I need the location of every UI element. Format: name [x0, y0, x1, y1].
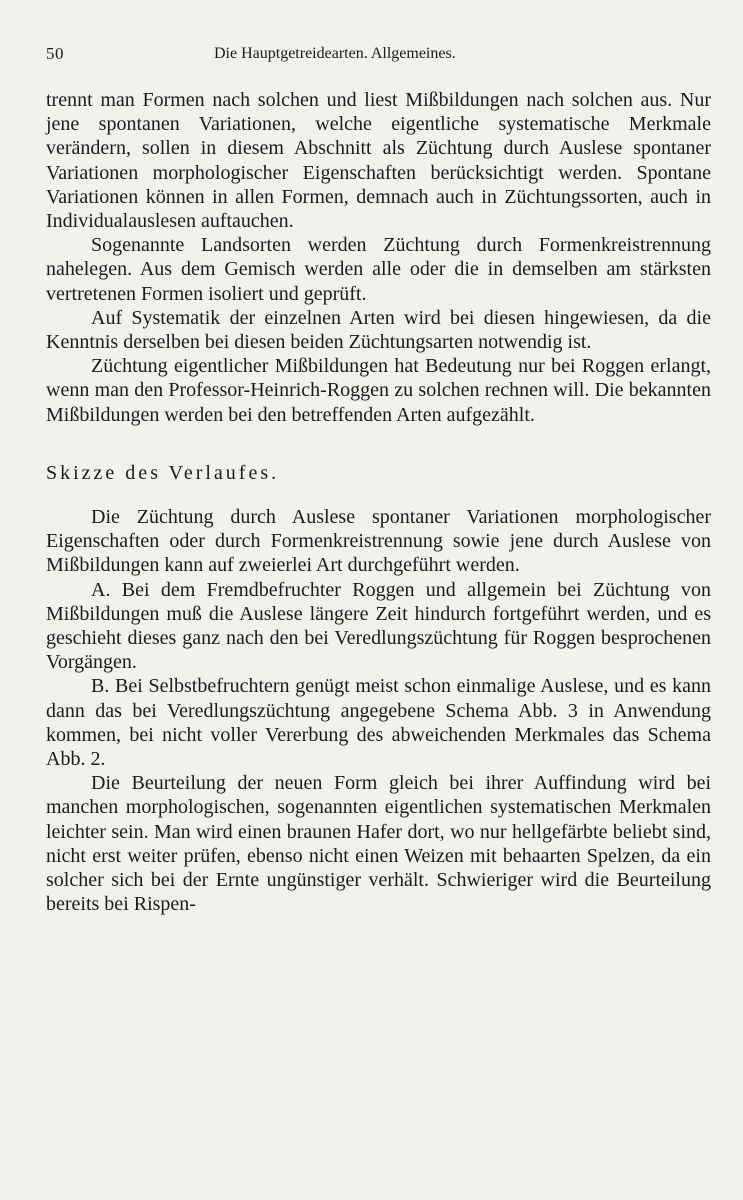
paragraph: A. Bei dem Fremdbefruchter Roggen und allgemein bei Züchtung von Mißbildungen muß die Auslese längere Zeit hindurch fortgeführt werden, und es geschieht dieses ganz nach den bei Veredlungszüchtung für Roggen besprochenen Vorgängen. — [46, 578, 711, 674]
paragraph: Sogenannte Landsorten werden Züchtung durch Formenkreistrennung nahelegen. Aus dem Gemisch werden alle oder die in demselben am stärksten vertretenen Formen isoliert und geprüft. — [46, 234, 711, 305]
paragraph: Auf Systematik der einzelnen Arten wird bei diesen hingewiesen, da die Kenntnis derselben bei diesen beiden Züchtungsarten notwendig ist. — [46, 306, 711, 354]
page-number: 50 — [46, 44, 64, 63]
paragraph: Die Züchtung durch Auslese spontaner Variationen morphologischer Eigenschaften oder durch Formenkreistrennung sowie jene durch Auslese von Mißbildungen kann auf zweierlei Art durchgeführt werden. — [46, 506, 711, 577]
paragraph: trennt man Formen nach solchen und liest Mißbildungen nach solchen aus. Nur jene spontanen Variationen, welche eigentliche systematische Merkmale verändern, sollen in diesem Abschnitt als Züchtung durch Auslese spontaner Variationen morphologischer Eigenschaften berücksichtigt werden. Spontane Variationen können in allen Formen, demnach auch in Züchtungssorten, auch in Individualauslesen auftauchen. — [46, 89, 711, 233]
body-text — [46, 88, 711, 917]
section-heading: Skizze des Verlaufes. — [46, 461, 280, 484]
running-title: Die Hauptgetreidearten. Allgemeines. — [214, 45, 456, 62]
paragraph: B. Bei Selbstbefruchtern genügt meist schon einmalige Auslese, und es kann dann das bei Veredlungszüchtung angegebene Schema Abb. 3 in Anwendung kommen, bei nicht voller Vererbung des abweichenden Merkmales das Schema Abb. 2. — [46, 675, 711, 771]
paragraph: Züchtung eigentlicher Mißbildungen hat Bedeutung nur bei Roggen erlangt, wenn man den Professor-Heinrich-Roggen zu solchen rechnen will. Die bekannten Mißbildungen werden bei den betreffenden Arten aufgezählt. — [46, 355, 711, 426]
paragraph: Die Beurteilung der neuen Form gleich bei ihrer Auffindung wird bei manchen morphologischen, sogenannten eigentlichen systematischen Merkmalen leichter sein. Man wird einen braunen Hafer dort, wo nur hellgefärbte beliebt sind, nicht erst weiter prüfen, ebenso nicht einen Weizen mit behaarten Spelzen, da ein solcher sich bei der Ernte ungünstiger verhält. Schwieriger wird die Beurteilung bereits bei Rispen- — [46, 772, 711, 916]
